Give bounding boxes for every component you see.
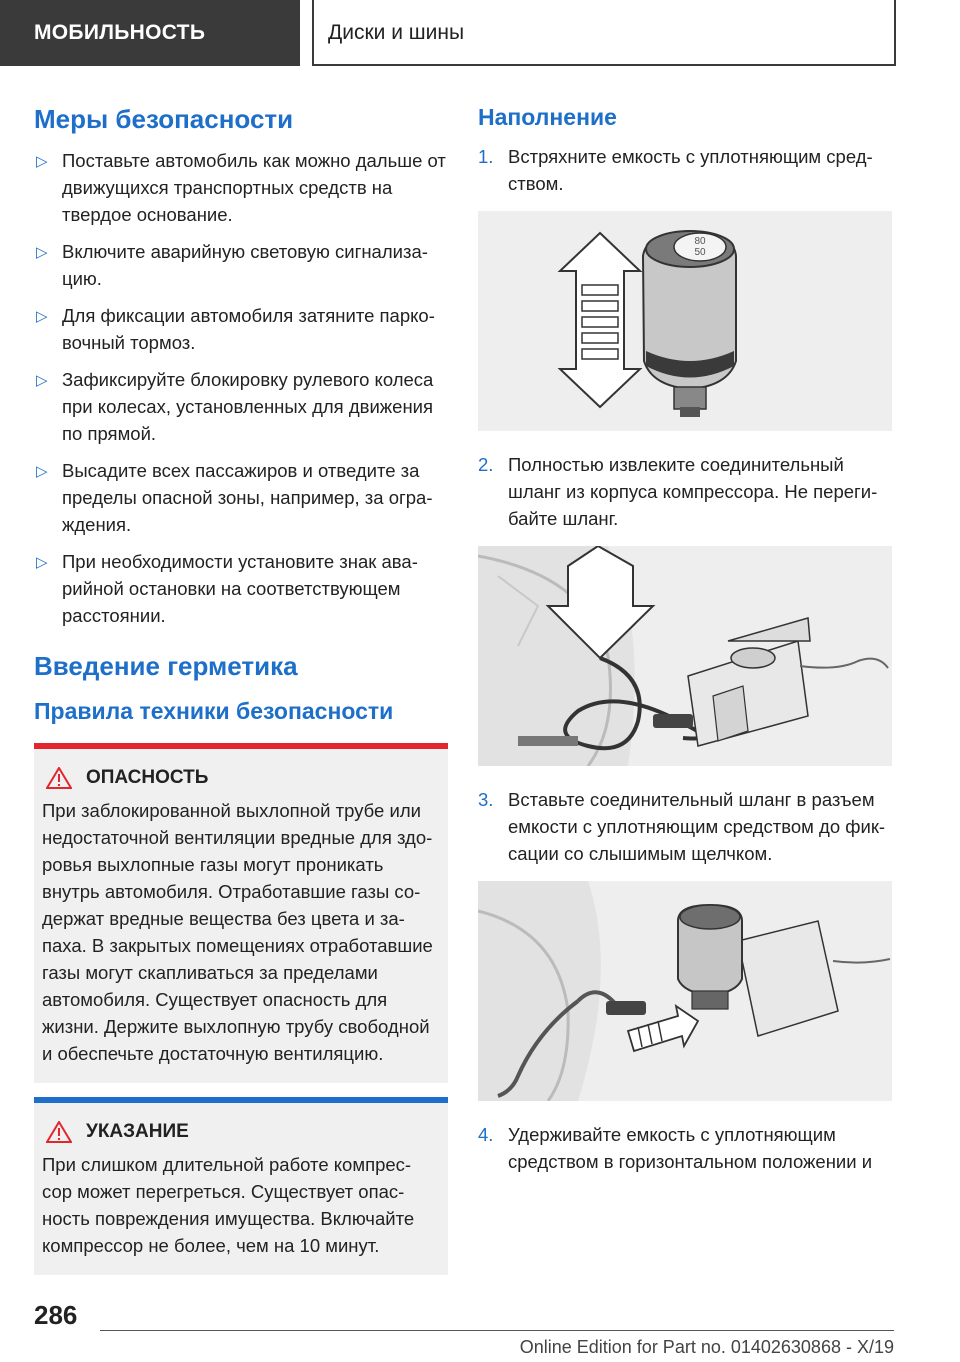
warning-triangle-icon	[46, 1121, 72, 1143]
danger-text: При заблокированной выхлопной трубе или недостаточной вентиляции вредные для здо-ровья выхлопные газы могут проникать внутрь автомобиля. Отработавшие газы со-держат вредные вещества без цвета и за-паха. В закрытых помещениях отработавшие газы могут скапливаться за пределами автомобиля. Существует опасность для жизни. Держите выхлопную трубу свободной и обеспечьте достаточную вентиляцию.	[42, 800, 433, 1064]
danger-box	[34, 743, 448, 1083]
notice-text: При слишком длительной работе компрес-сор может перегреться. Существует опас-ность повреждения имущества. Включайте компрессор не более, чем на 10 минут.	[42, 1154, 415, 1256]
hose-extract-illustration	[478, 546, 892, 766]
step-item: 3. Вставьте соединительный шланг в разъем емкости с уплотняющим средством до фик-сации со слышимым щелчком.	[478, 789, 886, 864]
triangle-bullet-icon: ▷	[36, 153, 48, 170]
left-column	[34, 96, 448, 1275]
triangle-bullet-icon: ▷	[36, 463, 48, 480]
triangle-bullet-icon: ▷	[36, 244, 48, 261]
step-item: 4. Удерживайте емкость с уплотняющим средством в горизонтальном положении и	[478, 1124, 873, 1172]
list-item: ▷ Включите аварийную световую сигнализа-цию.	[36, 241, 428, 289]
right-column	[478, 96, 892, 1189]
section-tab: МОБИЛЬНОСТЬ	[0, 0, 300, 66]
page-number: 286	[34, 1300, 78, 1330]
bottle-label: 50	[694, 247, 706, 258]
safety-title: Меры безопасности	[34, 104, 294, 134]
chapter-tab: Диски и шины	[312, 0, 896, 66]
sealant-subtitle: Правила техники безопасности	[34, 698, 394, 724]
triangle-bullet-icon: ▷	[36, 372, 48, 389]
filling-title: Наполнение	[478, 104, 617, 130]
footer-divider	[100, 1330, 894, 1331]
list-item: ▷ Зафиксируйте блокировку рулевого колеса при колесах, установленных для движения по прямой.	[36, 369, 434, 444]
page-header	[0, 0, 960, 66]
list-item: ▷ Высадите всех пассажиров и отведите за пределы опасной зоны, например, за огра-ждения.	[36, 460, 433, 535]
notice-heading: УКАЗАНИЕ	[46, 1121, 444, 1143]
triangle-bullet-icon: ▷	[36, 554, 48, 571]
list-item: ▷ Поставьте автомобиль как можно дальше от движущихся транспортных средств на твердое основание.	[36, 150, 446, 225]
step-item: 1. Встряхните емкость с уплотняющим сред-ством.	[478, 146, 873, 194]
shake-bottle-illustration	[478, 211, 892, 431]
bottle-label: 80	[694, 236, 706, 247]
step-item: 2. Полностью извлеките соединительный шланг из корпуса компрессора. Не переги-байте шланг.	[478, 454, 878, 529]
notice-box	[34, 1097, 448, 1275]
danger-heading: ОПАСНОСТЬ	[46, 767, 444, 789]
warning-triangle-icon	[46, 767, 72, 789]
connect-hose-illustration	[478, 881, 892, 1101]
triangle-bullet-icon: ▷	[36, 308, 48, 325]
sealant-title: Введение герметика	[34, 651, 298, 681]
edition-footer: Online Edition for Part no. 01402630868 - X/19	[519, 1337, 894, 1357]
list-item: ▷ При необходимости установите знак ава-рийной остановки на соответствующем расстоянии.	[36, 551, 418, 626]
list-item: ▷ Для фиксации автомобиля затяните парко-вочный тормоз.	[36, 305, 435, 353]
